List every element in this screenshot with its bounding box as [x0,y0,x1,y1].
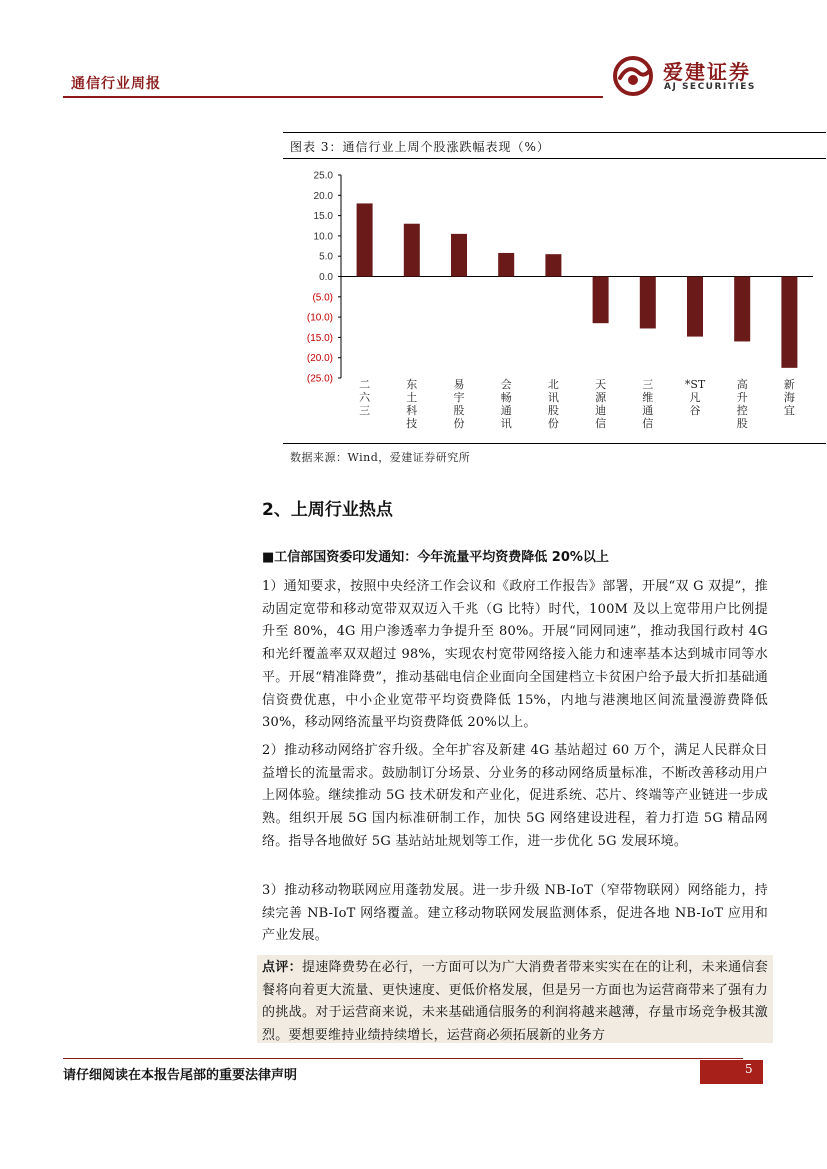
y-tick-label: 15.0 [313,211,333,223]
category-label-9: 高升控股 [736,378,748,430]
y-tick-label: 5.0 [319,251,333,263]
bar-3 [451,234,467,277]
news-title: ■工信部国资委印发通知：今年流量平均资费降低 20%以上 [262,550,609,565]
figure-title: 图表 3：通信行业上周个股涨跌幅表现（%） [290,140,550,154]
page-number: 5 [745,1062,753,1076]
category-label-6: 天源迪信 [595,378,607,430]
comment-text: 提速降费势在必行，一方面可以为广大消费者带来实实在在的让利，未来通信套餐将向着更大流量、更快速度、更低价格发展，但是另一方面也为运营商带来了强有力的挑战。对于运营商来说，未来基础通信服务的利润将越来越薄，存量市场竞争极其激烈。要想要维持业绩持续增长，运营商必须拓展新的业务方 [262,960,768,1044]
y-tick-label: 25.0 [313,170,333,182]
logo-chinese-name: 爱建证券 [663,60,751,84]
stock-change-bar-chart [283,160,826,440]
y-tick-label: (5.0) [312,292,333,304]
y-tick-label: (15.0) [306,332,333,344]
aj-logo-icon [612,56,656,96]
bar-2 [404,224,420,277]
bar-8 [687,277,703,337]
paragraph-1: 1）通知要求，按照中央经济工作会议和《政府工作报告》部署，开展“双 G 双提”，推动固定宽带和移动宽带双双迈入千兆（G 比特）时代，100M 及以上宽带用户比例提升至 80%，4G 用户渗透率力争提升至 80%。开展“同网同速”，推动我国行政村 4G 和光纤覆盖率双双超过 98%，实现农村宽带网络接入能力和速率基本达到城市同等水平。开展“精准降费”，推动基础电信企业面向全国建档立卡贫困户给予最大折扣基础通信资费优惠，中小企业宽带平均资费降低 15%，内地与港澳地区间流量漫游费降低 30%，移动网络流量平均资费降低 20%以上。 [262,579,768,731]
paragraph-3: 3）推动移动物联网应用蓬勃发展。进一步升级 NB-IoT（窄带物联网）网络能力，持续完善 NB-IoT 网络覆盖。建立移动物联网发展监测体系，促进各地 NB-IoT 应用和产业发展。 [262,883,768,944]
category-label-1: 二六三 [359,378,371,417]
bar-10 [781,277,797,368]
category-label-10: 新海宜 [783,378,795,417]
figure-source: 数据来源：Wind，爱建证券研究所 [290,451,471,464]
comment-paragraph [262,957,768,1048]
y-tick-label: (20.0) [306,353,333,365]
report-title: 通信行业周报 [71,76,161,92]
footer-disclaimer: 请仔细阅读在本报告尾部的重要法律声明 [63,1068,298,1083]
y-tick-label: (25.0) [306,373,333,385]
y-tick-label: 0.0 [319,272,333,283]
bar-5 [545,254,561,276]
bar-9 [734,277,750,342]
bar-4 [498,253,514,277]
figure-title-divider [283,158,826,159]
footer-divider [63,1058,743,1059]
section-heading: 2、上周行业热点 [262,500,393,520]
bar-7 [640,277,656,329]
paragraph-2: 2）推动移动网络扩容升级。全年扩容及新建 4G 基站超过 60 万个，满足人民群众日益增长的流量需求。鼓励制订分场景、分业务的移动网络质量标准，不断改善移动用户上网体验。继续推动 5G 技术研发和产业化，促进系统、芯片、终端等产业链进一步成熟。组织开展 5G 国内标准研制工作，加快 5G 网络建设进程，着力打造 5G 精品网络。指导各地做好 5G 基站站址规划等工作，进一步优化 5G 发展环境。 [262,743,768,849]
header-divider [63,96,603,98]
category-label-4: 会畅通讯 [500,378,512,430]
category-label-3: 易宇股份 [453,378,465,430]
category-label-7: 三维通信 [642,378,654,430]
comment-label: 点评： [262,960,302,975]
y-tick-label: 20.0 [313,190,333,202]
bar-6 [593,277,609,324]
category-label-5: 北讯股份 [547,378,559,430]
y-tick-label: (10.0) [306,312,333,324]
y-tick-label: 10.0 [313,231,333,243]
category-label-2: 东土科技 [406,378,418,430]
logo-english-name: AJ SECURITIES [664,82,756,92]
category-label-8: *ST 凡谷 [684,378,706,417]
bar-1 [357,203,373,276]
page-number-box [700,1060,763,1084]
